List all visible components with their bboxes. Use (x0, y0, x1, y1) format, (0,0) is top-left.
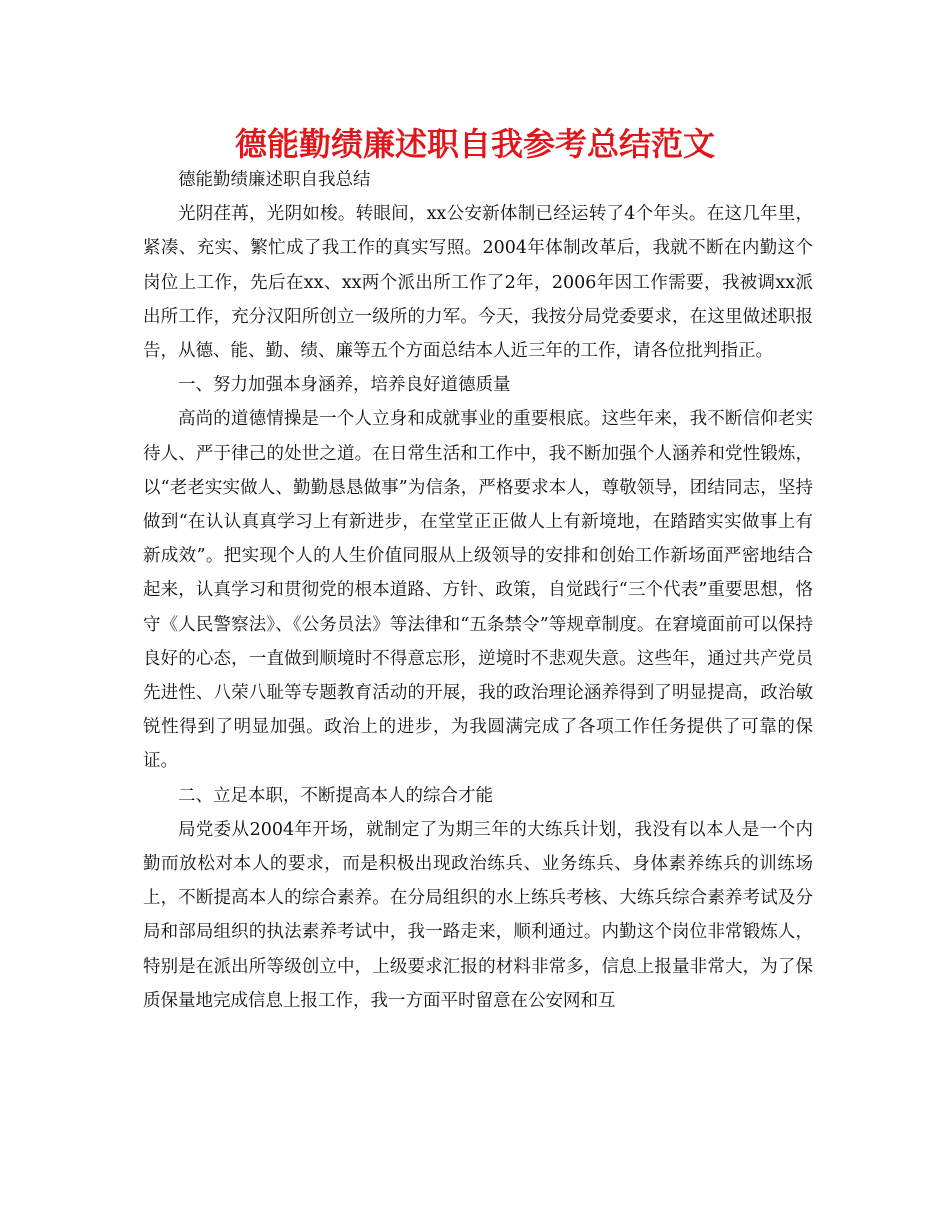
document-subtitle: 德能勤绩廉述职自我总结 (178, 170, 371, 190)
paragraph-intro: 光阴荏苒，光阴如梭。转眼间，xx公安新体制已经运转了4个年头。在这几年里，紧凑、充实、繁忙成了我工作的真实写照。2004年体制改革后，我就不断在内勤这个岗位上工作，先后在xx、xx两个派出所工作了2年，2006年因工作需要，我被调xx派出所工作，充分汉阳所创立一级所的力军。今天，我按分局党委要求，在这里做述职报告，从德、能、勤、绩、廉等五个方面总结本人近三年的工作，请各位批判指正。 (143, 204, 813, 362)
document-title: 德能勤绩廉述职自我参考总结范文 (234, 125, 715, 163)
section-heading-1: 一、努力加强本身涵养，培养良好道德质量 (178, 375, 511, 396)
paragraph-section-2: 局党委从2004年开场，就制定了为期三年的大练兵计划，我没有以本人是一个内勤而放松对本人的要求，而是积极出现政治练兵、业务练兵、身体素养练兵的训练场上，不断提高本人的综合素养。在分局组织的水上练兵考核、大练兵综合素养考试及分局和部局组织的执法素养考试中，我一路走来，顺利通过。内勤这个岗位非常锻炼人，特别是在派出所等级创立中，上级要求汇报的材料非常多，信息上报量非常大，为了保质保量地完成信息上报工作，我一方面平时留意在公安网和互 (143, 819, 813, 1011)
document-body (143, 163, 813, 1018)
paragraph-section-1: 高尚的道德情操是一个人立身和成就事业的重要根底。这些年来，我不断信仰老实待人、严于律己的处世之道。在日常生活和工作中，我不断加强个人涵养和党性锻炼，以“老老实实做人、勤勤恳恳做事”为信条，严格要求本人，尊敬领导，团结同志，坚持做到“在认认真真学习上有新进步，在堂堂正正做人上有新境地，在踏踏实实做事上有新成效”。把实现个人的人生价值同服从上级领导的安排和创始工作新场面严密地结合起来，认真学习和贯彻党的根本道路、方针、政策，自觉践行“三个代表”重要思想，恪守《人民警察法》、《公务员法》等法律和“五条禁令”等规章制度。在窘境面前可以保持良好的心态，一直做到顺境时不得意忘形，逆境时不悲观失意。这些年，通过共产党员先进性、八荣八耻等专题教育活动的开展，我的政治理论涵养得到了明显提高，政治敏锐性得到了明显加强。政治上的进步，为我圆满完成了各项工作任务提供了可靠的保证。 (143, 409, 813, 772)
section-heading-2: 二、立足本职，不断提高本人的综合才能 (178, 785, 493, 806)
